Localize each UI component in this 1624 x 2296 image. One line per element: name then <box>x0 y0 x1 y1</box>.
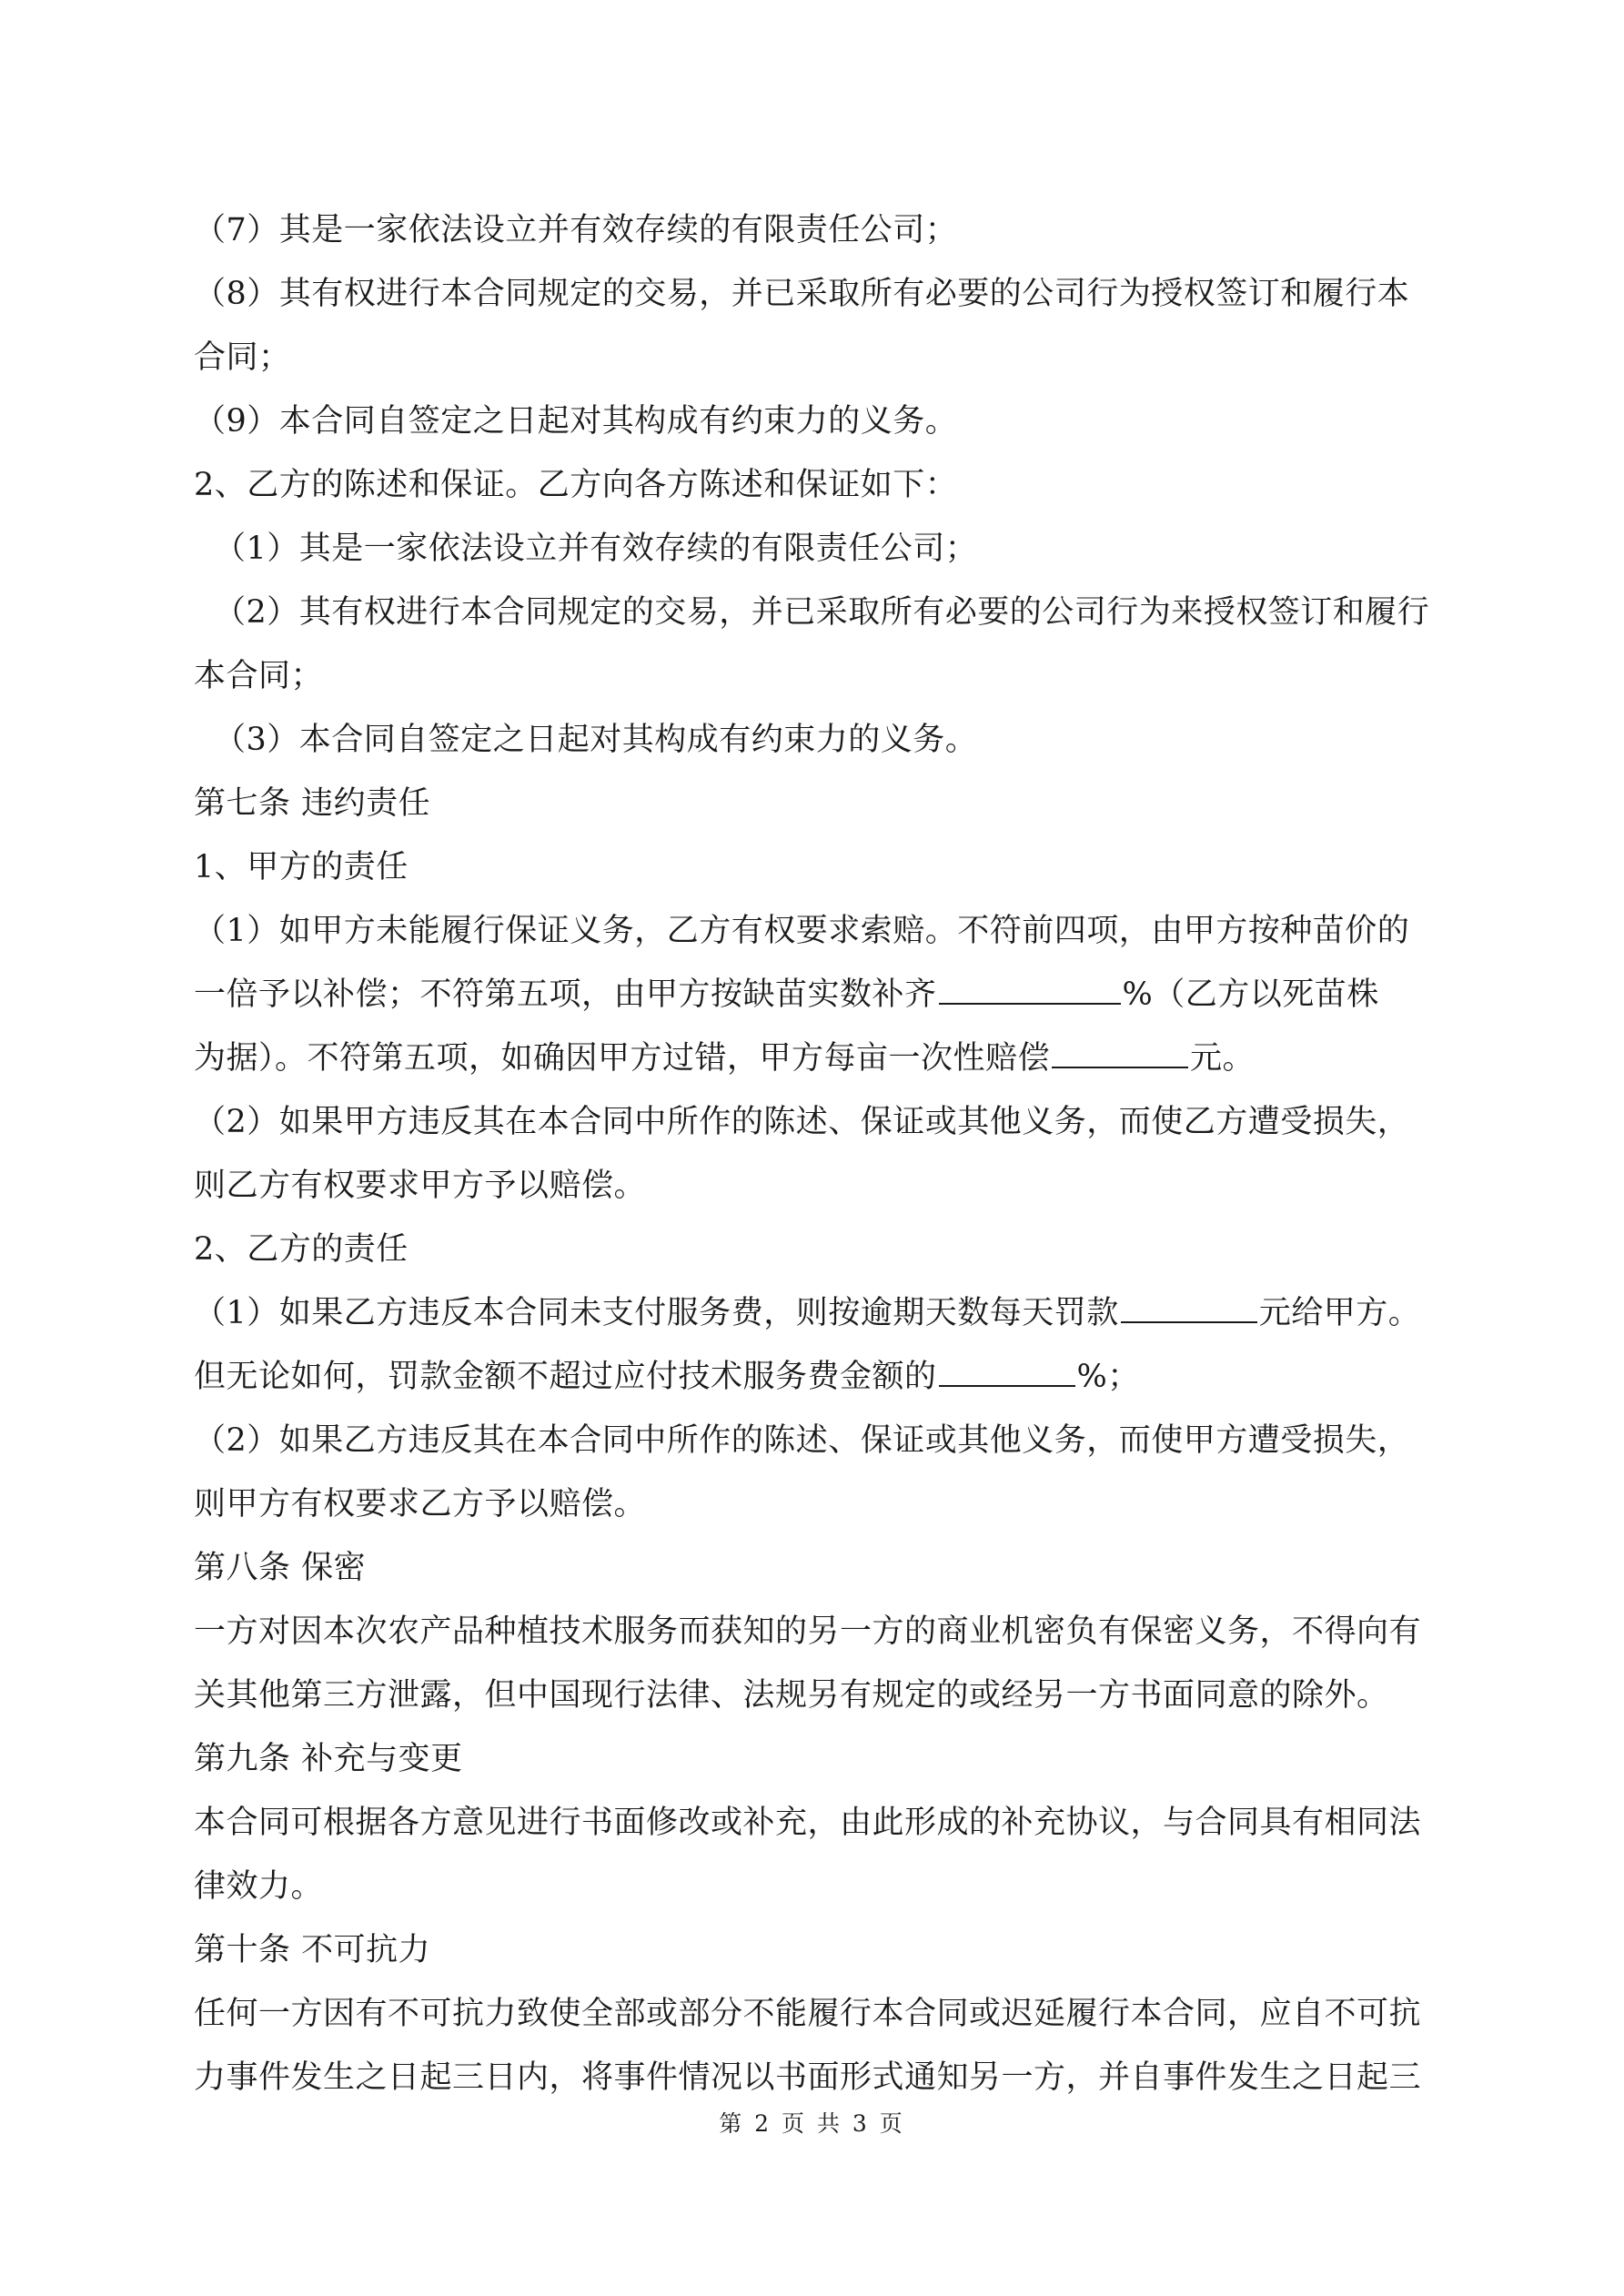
text-line: （3）本合同自签定之日起对其构成有约束力的义务。 <box>214 722 978 758</box>
text-line: （8）其有权进行本合同规定的交易，并已采取所有必要的公司行为授权签订和履行本 <box>194 276 1410 312</box>
article-heading: 第八条 保密 <box>194 1550 367 1586</box>
text-line: 任何一方因有不可抗力致使全部或部分不能履行本合同或迟延履行本合同，应自不可抗 <box>194 1996 1422 2032</box>
text-fragment: 为据）。不符第五项，如确因甲方过错，甲方每亩一次性赔偿 <box>194 1040 1051 1077</box>
page-number-footer: 第 2 页 共 3 页 <box>719 2110 905 2137</box>
fill-in-blank[interactable] <box>939 1358 1075 1387</box>
text-line: （7）其是一家依法设立并有效存续的有限责任公司； <box>194 212 958 248</box>
text-line: （2）如果甲方违反其在本合同中所作的陈述、保证或其他义务，而使乙方遭受损失， <box>194 1104 1410 1140</box>
text-line: 则乙方有权要求甲方予以赔偿。 <box>194 1168 647 1204</box>
text-line: （1）其是一家依法设立并有效存续的有限责任公司； <box>214 531 978 567</box>
section-heading: 1、甲方的责任 <box>194 849 409 885</box>
fill-in-blank[interactable] <box>1052 1039 1188 1068</box>
fill-in-blank[interactable] <box>939 976 1121 1005</box>
text-fragment: 一倍予以补偿；不符第五项，由甲方按缺苗实数补齐 <box>194 976 937 1013</box>
text-line: 合同； <box>194 339 291 376</box>
text-line: 力事件发生之日起三日内，将事件情况以书面形式通知另一方，并自事件发生之日起三 <box>194 2059 1422 2096</box>
text-fragment: 但无论如何，罚款金额不超过应付技术服务费金额的 <box>194 1359 937 1395</box>
document-body <box>194 198 1445 2109</box>
text-line <box>194 1027 1445 1090</box>
text-line: 律效力。 <box>194 1868 324 1905</box>
text-line: （2）其有权进行本合同规定的交易，并已采取所有必要的公司行为来授权签订和履行 <box>214 594 1430 631</box>
section-heading: 2、乙方的责任 <box>194 1231 409 1268</box>
text-fragment: 元。 <box>1190 1040 1256 1077</box>
text-line: 关其他第三方泄露，但中国现行法律、法规另有规定的或经另一方书面同意的除外。 <box>194 1677 1389 1714</box>
text-line <box>194 1281 1445 1345</box>
text-line: 本合同； <box>194 658 324 694</box>
article-heading: 第七条 违约责任 <box>194 785 431 822</box>
text-line: 本合同可根据各方意见进行书面修改或补充，由此形成的补充协议，与合同具有相同法 <box>194 1805 1422 1841</box>
text-line <box>194 1345 1445 1409</box>
text-line: （1）如甲方未能履行保证义务，乙方有权要求索赔。不符前四项，由甲方按种苗价的 <box>194 913 1410 949</box>
text-fragment: %； <box>1076 1359 1140 1395</box>
text-fragment: %（乙方以死苗株 <box>1122 976 1379 1013</box>
text-fragment: （1）如果乙方违反本合同未支付服务费，则按逾期天数每天罚款 <box>194 1295 1119 1331</box>
fill-in-blank[interactable] <box>1121 1294 1257 1323</box>
text-line <box>194 963 1445 1027</box>
text-line: 一方对因本次农产品种植技术服务而获知的另一方的商业机密负有保密义务，不得向有 <box>194 1613 1422 1650</box>
section-heading: 2、乙方的陈述和保证。乙方向各方陈述和保证如下： <box>194 467 958 503</box>
article-heading: 第十条 不可抗力 <box>194 1932 431 1968</box>
text-fragment: 元给甲方。 <box>1258 1295 1421 1331</box>
text-line: 则甲方有权要求乙方予以赔偿。 <box>194 1486 647 1522</box>
article-heading: 第九条 补充与变更 <box>194 1741 463 1777</box>
text-line: （2）如果乙方违反其在本合同中所作的陈述、保证或其他义务，而使甲方遭受损失， <box>194 1422 1410 1459</box>
text-line: （9）本合同自签定之日起对其构成有约束力的义务。 <box>194 403 958 440</box>
